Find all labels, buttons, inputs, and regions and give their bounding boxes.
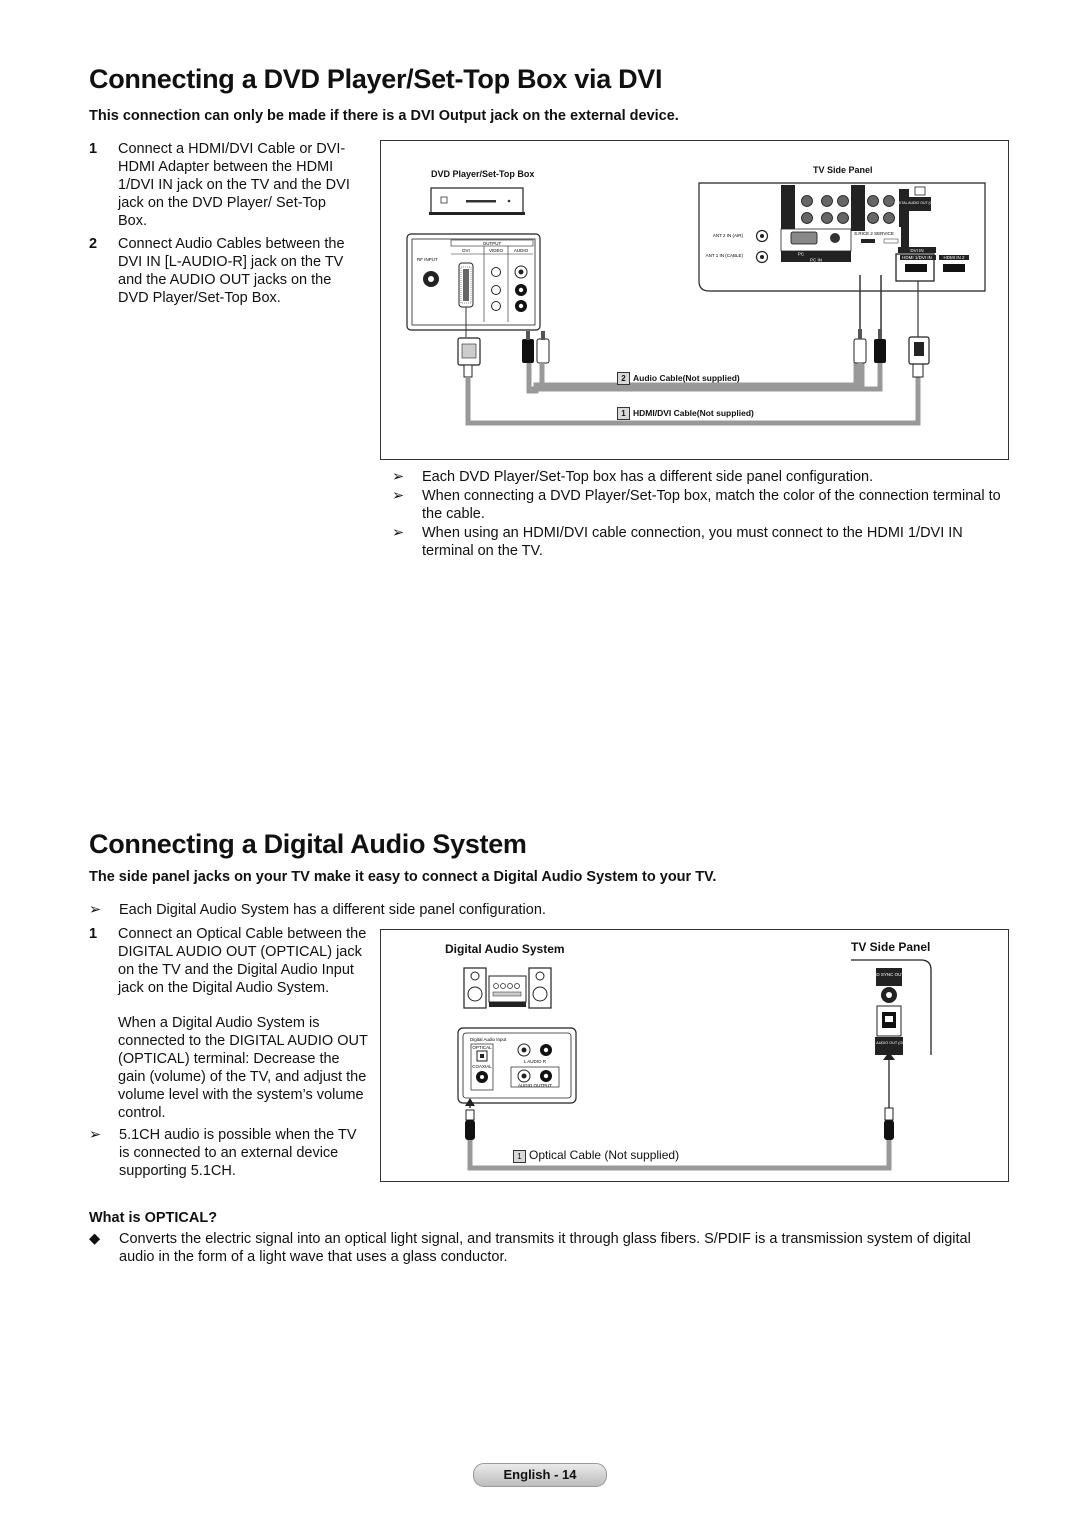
optical-cable-callout	[513, 1148, 679, 1163]
audio-lr-label: L AUDIO R	[523, 1059, 547, 1064]
step-text: Connect Audio Cables between the DVI IN [L-AUDIO-R] jack on the TV and the AUDIO OUT jacks on the DVD Player/Set-Top Box.	[118, 236, 345, 306]
callout-text: Audio Cable(Not supplied)	[633, 373, 740, 383]
digital-audio-out-label: DIGITAL AUDIO OUT (OPTICAL)	[894, 201, 946, 205]
tv-side-panel-optical	[851, 960, 931, 1090]
section1-intro: This connection can only be made if there is a DVI Output jack on the external device.	[89, 108, 679, 124]
note-text: When connecting a DVD Player/Set-Top box, match the color of the connection terminal to the cable.	[422, 488, 1001, 522]
hdmi2-label: HDMI IN 2	[943, 255, 965, 260]
tv-side-panel-label: TV Side Panel	[813, 165, 873, 175]
step-text: Connect a HDMI/DVI Cable or DVI-HDMI Adapter between the HDMI 1/DVI IN jack on the TV and the DVI jack on the DVD Player/ Set-Top Box.	[118, 141, 350, 229]
optical-label: OPTICAL	[472, 1045, 492, 1050]
note-arrow-icon: ➢	[392, 469, 405, 485]
note-arrow-icon: ➢	[392, 525, 405, 541]
rf-input-label: RF INPUT	[417, 257, 438, 262]
audio-system-back-panel	[458, 1028, 576, 1103]
step-number: 1	[89, 141, 98, 157]
video-label: VIDEO	[488, 248, 504, 253]
coaxial-label: COAXIAL	[472, 1064, 492, 1069]
callout-number: 2	[617, 372, 630, 385]
section1-title: Connecting a DVD Player/Set-Top Box via DVI	[89, 64, 663, 94]
hdmi-cable-callout	[617, 407, 754, 420]
note-arrow-icon: ➢	[392, 488, 405, 504]
what-is-optical-title: What is OPTICAL?	[89, 1210, 218, 1226]
audio-output-label: AUDIO OUTPUT	[517, 1083, 553, 1088]
sync-out-label: 3D SYNC OUT	[873, 972, 905, 977]
step-detail-text: When a Digital Audio System is connected to the DIGITAL AUDIO OUT (OPTICAL) terminal: Decrease the gain (volume) of the TV, and adjust the volume level with the system’s volume control.	[118, 1015, 368, 1121]
pc-in-label: PC IN	[809, 257, 823, 263]
note-text: 5.1CH audio is possible when the TV is connected to an external device supporting 5.1CH.	[119, 1127, 357, 1179]
dvd-connection-diagram	[380, 140, 1009, 460]
note-text: Each DVD Player/Set-Top box has a different side panel configuration.	[422, 469, 874, 485]
digital-audio-system-label: Digital Audio System	[445, 942, 565, 956]
callout-text: Optical Cable (Not supplied)	[529, 1148, 680, 1162]
digital-audio-input-label: Digital Audio Input	[470, 1037, 507, 1042]
what-is-optical-text: Converts the electric signal into an optical light signal, and transmits it through glass fibers. S/PDIF is a transmission system of digital audio in the form of a light wave that uses a glass conductor.	[119, 1231, 971, 1265]
ant1-label: ANT 1 IN (CABLE)	[705, 253, 743, 258]
note-arrow-icon: ➢	[89, 1127, 102, 1143]
dvi-jack-label: DVI	[462, 248, 470, 253]
dvd-back-panel	[407, 234, 540, 330]
section2-intro: The side panel jacks on your TV make it easy to connect a Digital Audio System to your TV.	[89, 869, 717, 885]
ant2-label: ANT 2 IN (AIR)	[712, 233, 743, 238]
diamond-bullet-icon: ◆	[89, 1231, 101, 1247]
note-text: Each Digital Audio System has a different side panel configuration.	[119, 902, 546, 918]
output-label: OUTPUT	[482, 241, 502, 246]
step-text: Connect an Optical Cable between the DIGITAL AUDIO OUT (OPTICAL) jack on the TV and the Digital Audio Input jack on the Digital Audio System.	[118, 926, 367, 996]
step-number: 1	[89, 926, 98, 942]
dvd-player-label: DVD Player/Set-Top Box	[431, 169, 535, 179]
service-label: S.RICE 2 SERVICE	[854, 231, 894, 236]
audio-label: AUDIO	[513, 248, 529, 253]
tv-side-panel-label: TV Side Panel	[851, 940, 931, 954]
step-number: 2	[89, 236, 98, 252]
pc-label: PC	[797, 251, 805, 257]
audio-diagram-drawing	[381, 930, 1008, 1181]
digital-audio-out-label: DIGITAL AUDIO OUT (OPTICAL)	[860, 1041, 918, 1045]
callout-text: HDMI/DVI Cable(Not supplied)	[633, 408, 754, 418]
callout-number: 1	[617, 407, 630, 420]
page-number-badge: English - 14	[473, 1463, 607, 1487]
hdmi1-label: HDMI 1/DVI IN	[902, 255, 932, 260]
audio-cable-callout	[617, 372, 740, 385]
digital-audio-diagram	[380, 929, 1009, 1182]
audio-system-icon	[464, 968, 551, 1008]
tv-side-panel	[699, 183, 985, 291]
section2-title: Connecting a Digital Audio System	[89, 829, 527, 859]
dvd-player-icon	[429, 188, 525, 215]
note-text: When using an HDMI/DVI cable connection, you must connect to the HDMI 1/DVI IN terminal on the TV.	[422, 525, 963, 559]
dvi-in-label: DVI IN	[910, 248, 924, 253]
callout-number: 1	[513, 1150, 526, 1163]
note-arrow-icon: ➢	[89, 902, 102, 918]
